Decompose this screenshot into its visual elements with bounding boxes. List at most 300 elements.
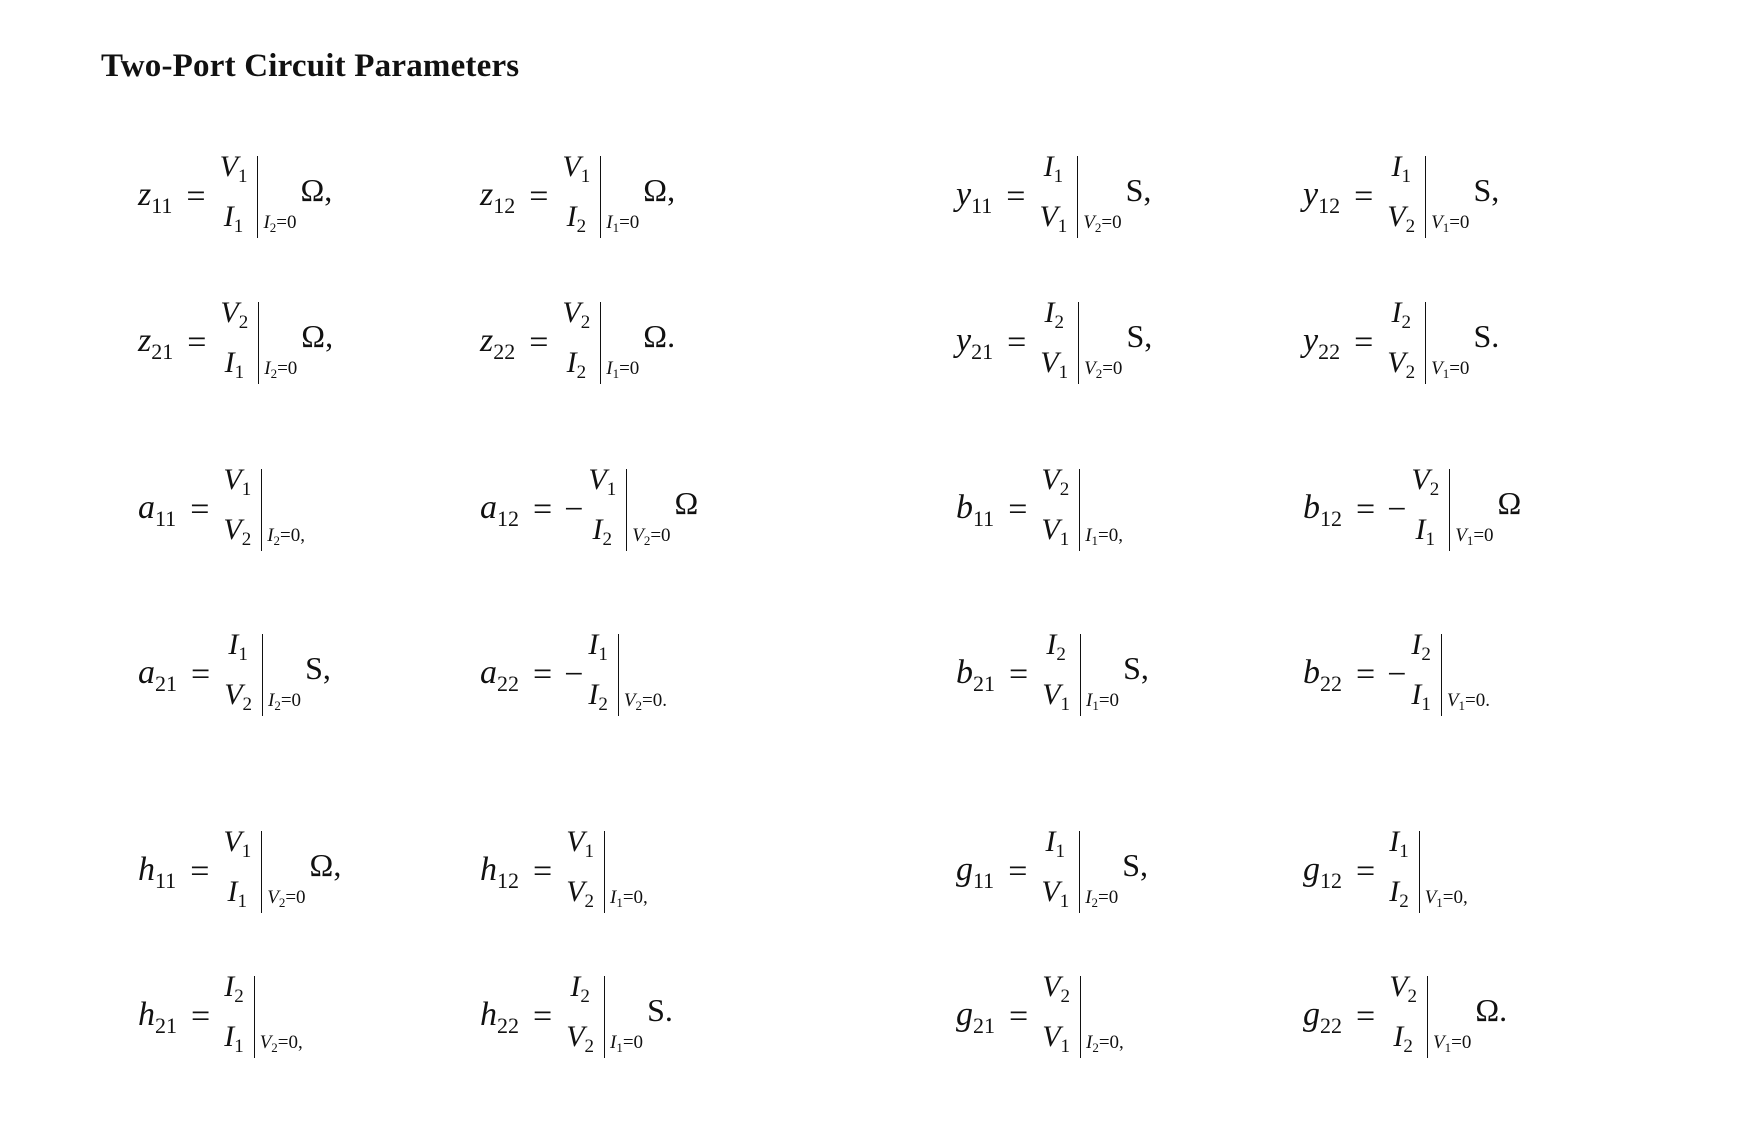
parameter-symbol-letter: g bbox=[1303, 995, 1320, 1033]
denominator bbox=[1039, 874, 1071, 920]
numerator-letter: I bbox=[1391, 150, 1402, 183]
condition-variable: I bbox=[264, 358, 271, 379]
numerator bbox=[586, 462, 618, 508]
unit-label: Ω. bbox=[643, 317, 676, 354]
denominator bbox=[226, 874, 250, 920]
equation-y12 bbox=[1303, 142, 1499, 252]
condition-value: =0 bbox=[1101, 212, 1122, 233]
condition-value: =0 bbox=[619, 212, 640, 233]
denominator-subscript: 2 bbox=[576, 216, 587, 237]
parameter-symbol-letter: y bbox=[1303, 175, 1319, 213]
parameter-symbol bbox=[138, 321, 174, 364]
condition-variable: I bbox=[1085, 887, 1092, 908]
evaluation-condition bbox=[1433, 1032, 1471, 1056]
denominator bbox=[221, 512, 253, 558]
denominator-letter: V bbox=[1039, 200, 1058, 233]
numerator-subscript: 2 bbox=[1401, 312, 1411, 333]
numerator-letter: V bbox=[223, 825, 242, 858]
fraction bbox=[218, 150, 259, 238]
condition-variable: I bbox=[610, 887, 617, 908]
numerator bbox=[1042, 149, 1066, 195]
condition-variable: V bbox=[1084, 358, 1096, 379]
numerator bbox=[560, 295, 592, 341]
evaluation-condition bbox=[1086, 690, 1119, 714]
fraction bbox=[1039, 825, 1080, 913]
numerator-letter: I bbox=[228, 628, 239, 661]
denominator bbox=[1040, 677, 1072, 723]
fraction bbox=[1040, 970, 1081, 1058]
parameter-symbol bbox=[956, 850, 995, 893]
denominator bbox=[1040, 1019, 1072, 1065]
condition-variable: V bbox=[267, 887, 279, 908]
fraction bbox=[564, 825, 605, 913]
denominator-subscript: 1 bbox=[1421, 694, 1431, 715]
condition-value: =0, bbox=[622, 887, 648, 908]
evaluated-fraction bbox=[564, 825, 648, 913]
equals-sign: = bbox=[1354, 324, 1374, 361]
numerator-letter: I bbox=[1045, 825, 1056, 858]
minus-sign: − bbox=[564, 491, 584, 528]
evaluated-fraction bbox=[218, 150, 297, 238]
condition-subscript: 1 bbox=[1466, 533, 1474, 548]
condition-subscript: 2 bbox=[270, 366, 278, 381]
evaluation-condition bbox=[1083, 212, 1121, 236]
condition-variable: I bbox=[606, 358, 613, 379]
numerator-letter: V bbox=[219, 150, 238, 183]
parameter-symbol-subscript: 12 bbox=[497, 867, 519, 893]
condition-variable: I bbox=[1086, 690, 1093, 711]
numerator-letter: V bbox=[562, 150, 581, 183]
evaluated-fraction bbox=[586, 628, 667, 716]
unit-label: S, bbox=[1126, 317, 1153, 354]
numerator bbox=[1387, 824, 1411, 870]
minus-sign: − bbox=[1387, 491, 1407, 528]
evaluation-condition bbox=[610, 887, 648, 911]
numerator bbox=[564, 824, 596, 870]
condition-variable: V bbox=[1083, 212, 1095, 233]
parameter-symbol-letter: h bbox=[480, 850, 497, 888]
equals-sign: = bbox=[190, 853, 210, 890]
parameter-symbol-subscript: 22 bbox=[497, 1012, 519, 1038]
condition-variable: V bbox=[1424, 887, 1437, 908]
condition-variable: V bbox=[623, 690, 636, 711]
condition-subscript: 2 bbox=[1092, 1040, 1099, 1055]
parameter-symbol-subscript: 11 bbox=[973, 505, 995, 531]
evaluated-fraction bbox=[218, 296, 298, 384]
equals-sign: = bbox=[1007, 324, 1027, 361]
numerator-subscript: 1 bbox=[598, 644, 608, 665]
minus-sign: − bbox=[1387, 656, 1407, 693]
condition-value: =0 bbox=[1102, 358, 1123, 379]
fraction bbox=[1039, 463, 1080, 551]
condition-value: =0, bbox=[1098, 525, 1123, 546]
parameter-symbol-letter: g bbox=[956, 850, 973, 888]
denominator-subscript: 1 bbox=[233, 216, 244, 237]
evaluated-fraction bbox=[222, 970, 303, 1058]
denominator-subscript: 1 bbox=[234, 1036, 244, 1057]
numerator-subscript: 1 bbox=[1055, 841, 1066, 862]
denominator-subscript: 2 bbox=[1405, 362, 1416, 383]
equals-sign: = bbox=[1006, 178, 1026, 215]
condition-subscript: 2 bbox=[1095, 366, 1103, 381]
condition-value: =0. bbox=[641, 690, 667, 711]
numerator-subscript: 1 bbox=[580, 166, 591, 187]
parameter-symbol bbox=[956, 488, 995, 531]
denominator bbox=[1038, 345, 1070, 391]
parameter-symbol-letter: h bbox=[138, 995, 155, 1033]
denominator-subscript: 1 bbox=[1058, 362, 1069, 383]
unit-label: S, bbox=[305, 649, 331, 686]
evaluation-condition bbox=[267, 525, 305, 549]
equals-sign: = bbox=[1356, 998, 1376, 1035]
numerator-subscript: 2 bbox=[1407, 986, 1418, 1007]
denominator-subscript: 2 bbox=[602, 529, 613, 550]
condition-variable: I bbox=[263, 212, 270, 233]
equals-sign: = bbox=[187, 324, 207, 361]
equation-g12 bbox=[1303, 817, 1468, 927]
unit-label: Ω, bbox=[309, 846, 342, 883]
fraction bbox=[1385, 296, 1426, 384]
evaluation-condition bbox=[1085, 887, 1118, 911]
unit-label: Ω, bbox=[301, 317, 334, 354]
denominator-letter: V bbox=[566, 1020, 585, 1053]
numerator bbox=[226, 627, 250, 673]
parameter-symbol-letter: h bbox=[480, 995, 497, 1033]
parameter-symbol-subscript: 22 bbox=[1320, 670, 1342, 696]
condition-variable: V bbox=[1455, 525, 1467, 546]
numerator bbox=[1389, 295, 1413, 341]
parameter-symbol-letter: y bbox=[956, 321, 972, 359]
evaluated-fraction bbox=[1038, 296, 1123, 384]
parameter-symbol bbox=[1303, 175, 1341, 218]
numerator bbox=[1409, 627, 1433, 673]
condition-value: =0 bbox=[1098, 690, 1120, 711]
denominator bbox=[1414, 512, 1438, 558]
numerator-letter: I bbox=[1391, 296, 1402, 329]
evaluated-fraction bbox=[1385, 150, 1470, 238]
evaluated-fraction bbox=[1385, 296, 1470, 384]
evaluated-fraction bbox=[1409, 463, 1494, 551]
numerator bbox=[1044, 824, 1068, 870]
fraction bbox=[586, 628, 619, 716]
parameter-symbol-letter: b bbox=[1303, 653, 1320, 691]
condition-subscript: 2 bbox=[1091, 895, 1099, 910]
denominator bbox=[586, 677, 610, 723]
numerator bbox=[221, 824, 253, 870]
numerator bbox=[1389, 149, 1413, 195]
evaluated-fraction bbox=[222, 628, 302, 716]
parameter-symbol-subscript: 21 bbox=[155, 670, 177, 696]
parameter-symbol-letter: z bbox=[138, 175, 152, 213]
parameter-symbol bbox=[138, 488, 177, 531]
unit-label: Ω, bbox=[643, 171, 676, 208]
condition-subscript: 1 bbox=[612, 366, 620, 381]
numerator bbox=[1387, 969, 1419, 1015]
numerator-subscript: 1 bbox=[606, 479, 617, 500]
equals-sign: = bbox=[529, 324, 549, 361]
parameter-symbol-subscript: 21 bbox=[155, 1012, 177, 1038]
evaluated-fraction bbox=[221, 825, 306, 913]
numerator-letter: I bbox=[1389, 825, 1400, 858]
fraction bbox=[1040, 628, 1081, 716]
parameter-symbol-subscript: 22 bbox=[1318, 338, 1341, 364]
parameter-symbol bbox=[956, 321, 994, 364]
parameter-symbol bbox=[138, 653, 177, 696]
fraction bbox=[221, 825, 262, 913]
numerator-letter: V bbox=[562, 296, 581, 329]
condition-value: =0 bbox=[1451, 1032, 1472, 1053]
numerator bbox=[1044, 627, 1068, 673]
evaluation-condition bbox=[268, 690, 301, 714]
denominator bbox=[1387, 874, 1411, 920]
denominator-letter: I bbox=[592, 513, 603, 546]
condition-value: =0 bbox=[285, 887, 306, 908]
numerator-letter: V bbox=[223, 463, 242, 496]
parameter-symbol bbox=[1303, 850, 1342, 893]
parameter-symbol-subscript: 12 bbox=[493, 192, 516, 218]
numerator-subscript: 1 bbox=[584, 841, 595, 862]
condition-value: =0 bbox=[1449, 358, 1470, 379]
denominator bbox=[1385, 345, 1417, 391]
evaluation-condition bbox=[606, 212, 639, 236]
condition-variable: I bbox=[606, 212, 613, 233]
numerator-letter: I bbox=[588, 628, 599, 661]
evaluation-condition bbox=[264, 358, 297, 382]
condition-variable: V bbox=[259, 1032, 272, 1053]
denominator-letter: V bbox=[223, 513, 242, 546]
numerator-letter: I bbox=[1411, 628, 1422, 661]
equation-g11 bbox=[956, 817, 1148, 927]
evaluated-fraction bbox=[1037, 150, 1122, 238]
parameter-symbol-letter: z bbox=[480, 175, 494, 213]
denominator-letter: I bbox=[588, 678, 599, 711]
equals-sign: = bbox=[529, 178, 549, 215]
numerator bbox=[218, 295, 250, 341]
parameter-symbol bbox=[480, 653, 519, 696]
denominator-letter: V bbox=[224, 678, 243, 711]
parameter-symbol bbox=[480, 488, 519, 531]
numerator bbox=[218, 149, 250, 195]
evaluation-condition bbox=[260, 1032, 303, 1056]
fraction bbox=[1409, 463, 1450, 551]
fraction bbox=[560, 150, 601, 238]
evaluation-condition bbox=[606, 358, 639, 382]
numerator-subscript: 2 bbox=[1421, 644, 1431, 665]
evaluated-fraction bbox=[1039, 825, 1119, 913]
numerator-letter: V bbox=[588, 463, 607, 496]
denominator-subscript: 1 bbox=[234, 362, 245, 383]
numerator-subscript: 1 bbox=[1399, 841, 1409, 862]
condition-variable: V bbox=[632, 525, 644, 546]
parameter-symbol-letter: a bbox=[138, 653, 155, 691]
equation-z21 bbox=[138, 288, 333, 398]
condition-value: =0 bbox=[650, 525, 671, 546]
equation-a21 bbox=[138, 620, 331, 730]
denominator-letter: V bbox=[1387, 200, 1406, 233]
condition-subscript: 1 bbox=[1091, 533, 1099, 548]
parameter-symbol-subscript: 11 bbox=[155, 505, 177, 531]
equation-b12 bbox=[1303, 455, 1521, 565]
numerator-letter: I bbox=[570, 970, 581, 1003]
condition-variable: I bbox=[267, 525, 274, 546]
numerator bbox=[560, 149, 592, 195]
parameter-symbol-letter: a bbox=[480, 488, 497, 526]
denominator bbox=[222, 199, 246, 245]
evaluated-fraction bbox=[560, 296, 640, 384]
denominator-letter: V bbox=[1041, 513, 1060, 546]
numerator-subscript: 1 bbox=[241, 841, 252, 862]
numerator-letter: V bbox=[220, 296, 239, 329]
numerator bbox=[1039, 462, 1071, 508]
condition-value: =0, bbox=[277, 1032, 303, 1053]
numerator-subscript: 2 bbox=[580, 986, 590, 1007]
unit-label: Ω bbox=[1497, 484, 1522, 521]
evaluation-condition bbox=[267, 887, 305, 911]
denominator-letter: I bbox=[566, 200, 577, 233]
numerator-letter: V bbox=[1389, 970, 1408, 1003]
equation-b21 bbox=[956, 620, 1149, 730]
equals-sign: = bbox=[533, 998, 553, 1035]
equals-sign: = bbox=[1009, 656, 1029, 693]
equation-h22 bbox=[480, 962, 673, 1072]
numerator-subscript: 1 bbox=[1053, 166, 1064, 187]
equals-sign: = bbox=[533, 853, 553, 890]
parameter-symbol bbox=[480, 321, 516, 364]
evaluation-condition bbox=[1085, 525, 1123, 549]
numerator-subscript: 2 bbox=[1059, 479, 1070, 500]
denominator-letter: I bbox=[223, 200, 234, 233]
condition-value: =0, bbox=[1098, 1032, 1124, 1053]
parameter-symbol-subscript: 11 bbox=[155, 867, 177, 893]
numerator-letter: V bbox=[566, 825, 585, 858]
evaluation-condition bbox=[1086, 1032, 1124, 1056]
denominator bbox=[591, 512, 615, 558]
numerator-letter: I bbox=[224, 970, 235, 1003]
denominator-letter: V bbox=[1042, 678, 1061, 711]
numerator bbox=[222, 969, 246, 1015]
condition-value: =0 bbox=[276, 212, 297, 233]
evaluated-fraction bbox=[1387, 970, 1472, 1058]
equation-z11 bbox=[138, 142, 332, 252]
parameter-symbol bbox=[138, 175, 173, 218]
denominator-letter: V bbox=[1041, 875, 1060, 908]
denominator-subscript: 1 bbox=[1057, 216, 1068, 237]
equation-a22 bbox=[480, 620, 667, 730]
unit-label: Ω, bbox=[300, 171, 333, 208]
condition-variable: V bbox=[1431, 358, 1443, 379]
equals-sign: = bbox=[190, 491, 210, 528]
parameter-symbol bbox=[480, 850, 519, 893]
numerator bbox=[221, 462, 253, 508]
numerator-subscript: 2 bbox=[238, 312, 249, 333]
numerator-subscript: 1 bbox=[237, 166, 248, 187]
denominator bbox=[222, 677, 254, 723]
parameter-symbol bbox=[138, 850, 177, 893]
parameter-symbol-subscript: 22 bbox=[497, 670, 519, 696]
parameter-symbol-letter: y bbox=[1303, 321, 1319, 359]
equals-sign: = bbox=[191, 656, 211, 693]
parameter-symbol-letter: b bbox=[1303, 488, 1320, 526]
denominator-letter: I bbox=[224, 346, 235, 379]
equals-sign: = bbox=[191, 998, 211, 1035]
page-title: Two-Port Circuit Parameters bbox=[101, 48, 520, 84]
denominator bbox=[1039, 512, 1071, 558]
numerator-subscript: 2 bbox=[580, 312, 591, 333]
evaluation-condition bbox=[1084, 358, 1122, 382]
condition-variable: I bbox=[1085, 525, 1092, 546]
unit-label: S. bbox=[647, 991, 673, 1028]
equation-y11 bbox=[956, 142, 1151, 252]
evaluated-fraction bbox=[1040, 970, 1124, 1058]
parameter-symbol bbox=[1303, 653, 1342, 696]
numerator-letter: I bbox=[1044, 296, 1055, 329]
equation-g21 bbox=[956, 962, 1124, 1072]
fraction bbox=[1387, 970, 1428, 1058]
condition-subscript: 2 bbox=[273, 533, 281, 548]
numerator-subscript: 2 bbox=[1056, 644, 1066, 665]
denominator-letter: I bbox=[1393, 1020, 1404, 1053]
condition-subscript: 2 bbox=[1094, 220, 1102, 235]
evaluated-fraction bbox=[1387, 825, 1468, 913]
equals-sign: = bbox=[1009, 998, 1029, 1035]
parameter-symbol-subscript: 12 bbox=[1318, 192, 1341, 218]
fraction bbox=[218, 296, 259, 384]
equation-b22 bbox=[1303, 620, 1490, 730]
numerator-letter: V bbox=[1041, 463, 1060, 496]
fraction bbox=[1038, 296, 1079, 384]
condition-value: =0 bbox=[619, 358, 640, 379]
fraction bbox=[564, 970, 605, 1058]
numerator-letter: I bbox=[1043, 150, 1054, 183]
condition-variable: V bbox=[1433, 1032, 1445, 1053]
parameter-symbol-subscript: 22 bbox=[1320, 1012, 1342, 1038]
condition-variable: I bbox=[1086, 1032, 1093, 1053]
parameter-symbol-letter: z bbox=[480, 321, 494, 359]
equals-sign: = bbox=[1356, 656, 1376, 693]
denominator-subscript: 2 bbox=[1403, 1036, 1413, 1057]
parameter-symbol-letter: y bbox=[956, 175, 972, 213]
parameter-symbol bbox=[1303, 995, 1342, 1038]
denominator bbox=[223, 345, 247, 391]
numerator-subscript: 1 bbox=[1401, 166, 1411, 187]
fraction bbox=[221, 463, 262, 551]
numerator bbox=[586, 627, 610, 673]
denominator-subscript: 1 bbox=[1060, 1036, 1071, 1057]
equation-b11 bbox=[956, 455, 1123, 565]
denominator-letter: I bbox=[566, 346, 577, 379]
fraction bbox=[586, 463, 627, 551]
denominator-subscript: 1 bbox=[237, 891, 248, 912]
condition-subscript: 1 bbox=[616, 895, 623, 910]
condition-subscript: 1 bbox=[612, 220, 620, 235]
equation-h12 bbox=[480, 817, 648, 927]
evaluated-fraction bbox=[1039, 463, 1123, 551]
parameter-symbol-letter: a bbox=[138, 488, 155, 526]
numerator bbox=[1042, 295, 1066, 341]
evaluated-fraction bbox=[1409, 628, 1490, 716]
numerator-subscript: 2 bbox=[1429, 479, 1440, 500]
parameter-symbol-subscript: 11 bbox=[151, 192, 173, 218]
condition-subscript: 2 bbox=[635, 698, 642, 713]
equals-sign: = bbox=[533, 656, 553, 693]
parameter-symbol bbox=[1303, 488, 1342, 531]
unit-label: S, bbox=[1473, 171, 1500, 208]
condition-value: =0 bbox=[622, 1032, 644, 1053]
denominator-letter: I bbox=[1415, 513, 1426, 546]
equals-sign: = bbox=[186, 178, 206, 215]
condition-variable: V bbox=[1446, 690, 1459, 711]
numerator bbox=[568, 969, 592, 1015]
